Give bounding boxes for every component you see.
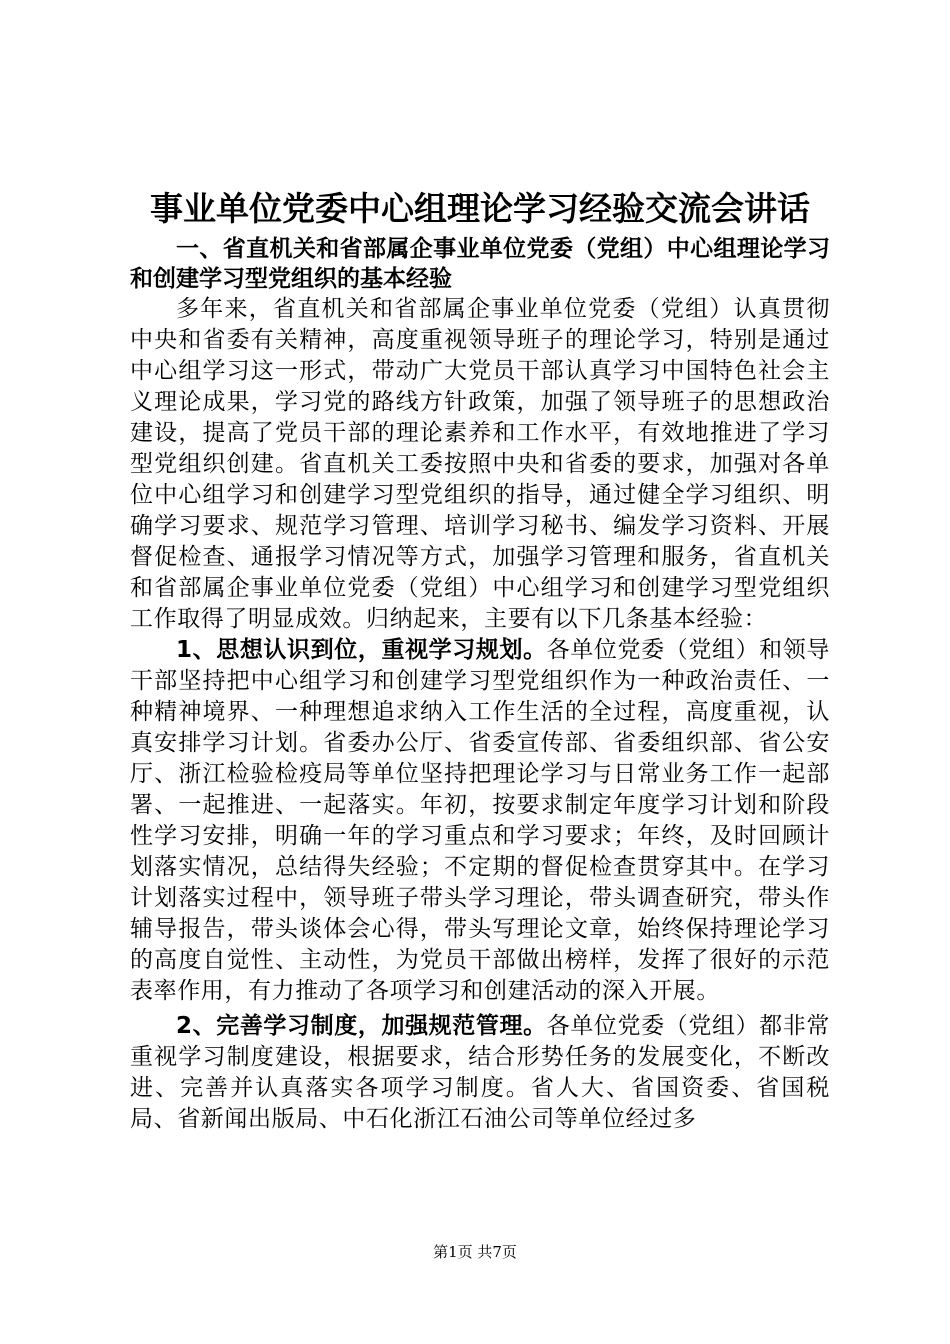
point-2-lead: 2、完善学习制度，加强规范管理。 (176, 1013, 547, 1039)
point-1-body: 各单位党委（党组）和领导干部坚持把中心组学习和创建学习型党组织作为一种政治责任、一种精神境界、一种理想追求纳入工作生活的全过程，高度重视，认真安排学习计划。省委办公厅、省委宣传部、省委组织部、省公安厅、浙江检验检疫局等单位坚持把理论学习与日常业务工作一起部署、一起推进、一起落实。年初，按要求制定年度学习计划和阶段性学习安排，明确一年的学习重点和学习要求；年终，及时回顾计划落实情况，总结得失经验；不定期的督促检查贯穿其中。在学习计划落实过程中，领导班子带头学习理论，带头调查研究，带头作辅导报告，带头谈体会心得，带头写理论文章，始终保持理论学习的高度自觉性、主动性，为党员干部做出榜样，发挥了很好的示范表率作用，有力推动了各项学习和创建活动的深入开展。 (130, 637, 830, 1004)
point-1-paragraph (130, 635, 830, 1007)
point-2-body: 各单位党委（党组）都非常重视学习制度建设，根据要求，结合形势任务的发展变化，不断改进、完善并认真落实各项学习制度。省人大、省国资委、省国税局、省新闻出版局、中石化浙江石油公司等单位经过多 (130, 1013, 830, 1132)
document-title: 事业单位党委中心组理论学习经验交流会讲话 (150, 189, 810, 228)
point-2-paragraph (130, 1011, 830, 1135)
intro-paragraph: 多年来，省直机关和省部属企事业单位党委（党组）认真贯彻中央和省委有关精神，高度重视领导班子的理论学习，特别是通过中心组学习这一形式，带动广大党员干部认真学习中国特色社会主义理论成果，学习党的路线方针政策，加强了领导班子的思想政治建设，提高了党员干部的理论素养和工作水平，有效地推进了学习型党组织创建。省直机关工委按照中央和省委的要求，加强对各单位中心组学习和创建学习型党组织的指导，通过健全学习组织、明确学习要求、规范学习管理、培训学习秘书、编发学习资料、开展督促检查、通报学习情况等方式，加强学习管理和服务，省直机关和省部属企事业单位党委（党组）中心组学习和创建学习型党组织工作取得了明显成效。归纳起来，主要有以下几条基本经验： (130, 296, 830, 632)
page-number-footer: 第1页 共7页 (433, 1243, 517, 1261)
document-page (130, 186, 830, 1135)
section-heading: 一、省直机关和省部属企事业单位党委（党组）中心组理论学习和创建学习型党组织的基本经验 (130, 236, 830, 292)
point-1-lead: 1、思想认识到位，重视学习规划。 (176, 637, 547, 663)
